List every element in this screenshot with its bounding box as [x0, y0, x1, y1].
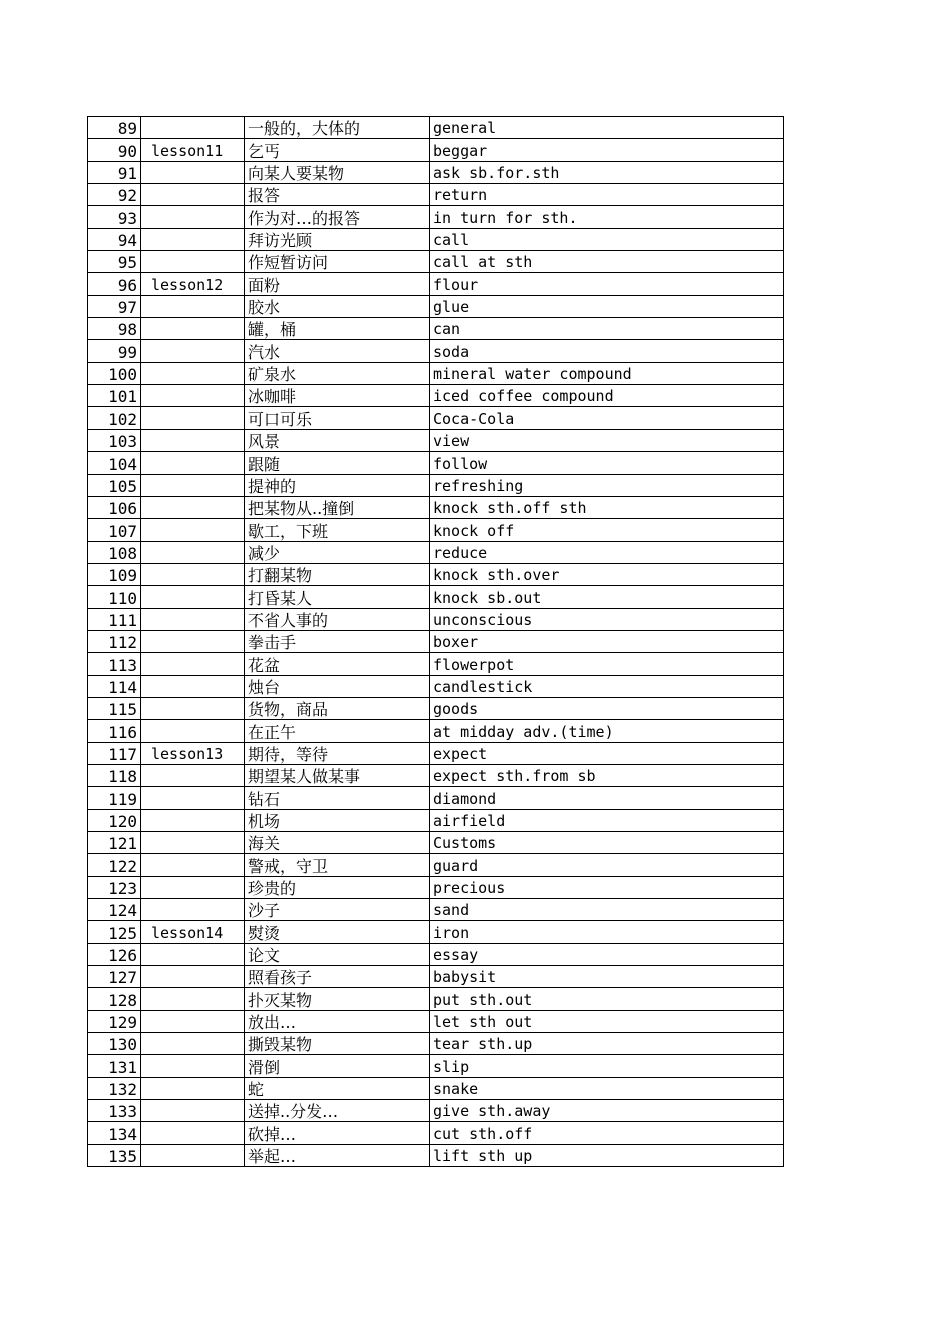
- lesson-cell: [141, 586, 245, 608]
- english-term-cell: can: [430, 318, 784, 340]
- table-row: [88, 876, 784, 898]
- table-row: [88, 452, 784, 474]
- chinese-meaning-cell: 放出…: [245, 1010, 430, 1032]
- chinese-meaning-cell: 向某人要某物: [245, 161, 430, 183]
- row-number-cell: 134: [88, 1122, 141, 1144]
- chinese-meaning-cell: 作短暂访问: [245, 251, 430, 273]
- lesson-cell: [141, 787, 245, 809]
- chinese-meaning-cell: 滑倒: [245, 1055, 430, 1077]
- english-term-cell: snake: [430, 1077, 784, 1099]
- row-number-cell: 129: [88, 1010, 141, 1032]
- lesson-cell: [141, 899, 245, 921]
- lesson-cell: [141, 452, 245, 474]
- table-row: [88, 407, 784, 429]
- row-number-cell: 101: [88, 385, 141, 407]
- chinese-meaning-cell: 期待，等待: [245, 742, 430, 764]
- row-number-cell: 96: [88, 273, 141, 295]
- chinese-meaning-cell: 矿泉水: [245, 362, 430, 384]
- table-row: [88, 1055, 784, 1077]
- lesson-cell: [141, 966, 245, 988]
- lesson-cell: [141, 809, 245, 831]
- table-row: [88, 251, 784, 273]
- row-number-cell: 95: [88, 251, 141, 273]
- row-number-cell: 116: [88, 720, 141, 742]
- chinese-meaning-cell: 钻石: [245, 787, 430, 809]
- table-row: [88, 117, 784, 139]
- chinese-meaning-cell: 扑灭某物: [245, 988, 430, 1010]
- table-row: [88, 854, 784, 876]
- lesson-cell: [141, 630, 245, 652]
- lesson-cell: [141, 832, 245, 854]
- lesson-cell: [141, 1077, 245, 1099]
- lesson-cell: [141, 608, 245, 630]
- row-number-cell: 111: [88, 608, 141, 630]
- english-term-cell: Customs: [430, 832, 784, 854]
- row-number-cell: 130: [88, 1033, 141, 1055]
- lesson-cell: [141, 295, 245, 317]
- table-row: [88, 832, 784, 854]
- english-term-cell: essay: [430, 943, 784, 965]
- row-number-cell: 119: [88, 787, 141, 809]
- row-number-cell: 100: [88, 362, 141, 384]
- chinese-meaning-cell: 罐，桶: [245, 318, 430, 340]
- row-number-cell: 89: [88, 117, 141, 139]
- english-term-cell: airfield: [430, 809, 784, 831]
- english-term-cell: sand: [430, 899, 784, 921]
- row-number-cell: 115: [88, 697, 141, 719]
- table-row: [88, 519, 784, 541]
- row-number-cell: 112: [88, 630, 141, 652]
- chinese-meaning-cell: 撕毁某物: [245, 1033, 430, 1055]
- lesson-cell: [141, 496, 245, 518]
- chinese-meaning-cell: 风景: [245, 429, 430, 451]
- chinese-meaning-cell: 跟随: [245, 452, 430, 474]
- row-number-cell: 128: [88, 988, 141, 1010]
- english-term-cell: let sth out: [430, 1010, 784, 1032]
- chinese-meaning-cell: 烛台: [245, 675, 430, 697]
- row-number-cell: 94: [88, 228, 141, 250]
- row-number-cell: 108: [88, 541, 141, 563]
- english-term-cell: expect sth.from sb: [430, 764, 784, 786]
- lesson-cell: [141, 407, 245, 429]
- row-number-cell: 93: [88, 206, 141, 228]
- lesson-cell: lesson12: [141, 273, 245, 295]
- lesson-cell: [141, 988, 245, 1010]
- table-row: [88, 385, 784, 407]
- chinese-meaning-cell: 货物，商品: [245, 697, 430, 719]
- chinese-meaning-cell: 拜访光顾: [245, 228, 430, 250]
- english-term-cell: cut sth.off: [430, 1122, 784, 1144]
- english-term-cell: babysit: [430, 966, 784, 988]
- row-number-cell: 92: [88, 184, 141, 206]
- row-number-cell: 99: [88, 340, 141, 362]
- row-number-cell: 104: [88, 452, 141, 474]
- lesson-cell: [141, 474, 245, 496]
- lesson-cell: [141, 362, 245, 384]
- english-term-cell: knock sb.out: [430, 586, 784, 608]
- chinese-meaning-cell: 蛇: [245, 1077, 430, 1099]
- row-number-cell: 120: [88, 809, 141, 831]
- english-term-cell: iced coffee compound: [430, 385, 784, 407]
- table-row: [88, 1122, 784, 1144]
- lesson-cell: lesson11: [141, 139, 245, 161]
- chinese-meaning-cell: 提神的: [245, 474, 430, 496]
- lesson-cell: [141, 117, 245, 139]
- table-row: [88, 295, 784, 317]
- english-term-cell: ask sb.for.sth: [430, 161, 784, 183]
- english-term-cell: reduce: [430, 541, 784, 563]
- english-term-cell: knock sth.over: [430, 563, 784, 585]
- chinese-meaning-cell: 海关: [245, 832, 430, 854]
- chinese-meaning-cell: 照看孩子: [245, 966, 430, 988]
- row-number-cell: 113: [88, 653, 141, 675]
- english-term-cell: lift sth up: [430, 1144, 784, 1166]
- english-term-cell: follow: [430, 452, 784, 474]
- lesson-cell: [141, 1010, 245, 1032]
- chinese-meaning-cell: 砍掉…: [245, 1122, 430, 1144]
- english-term-cell: glue: [430, 295, 784, 317]
- english-term-cell: general: [430, 117, 784, 139]
- table-row: [88, 340, 784, 362]
- lesson-cell: [141, 385, 245, 407]
- lesson-cell: [141, 697, 245, 719]
- english-term-cell: candlestick: [430, 675, 784, 697]
- table-row: [88, 184, 784, 206]
- table-row: [88, 720, 784, 742]
- row-number-cell: 126: [88, 943, 141, 965]
- english-term-cell: mineral water compound: [430, 362, 784, 384]
- chinese-meaning-cell: 可口可乐: [245, 407, 430, 429]
- table-row: [88, 608, 784, 630]
- chinese-meaning-cell: 减少: [245, 541, 430, 563]
- row-number-cell: 106: [88, 496, 141, 518]
- lesson-cell: lesson14: [141, 921, 245, 943]
- chinese-meaning-cell: 拳击手: [245, 630, 430, 652]
- chinese-meaning-cell: 警戒，守卫: [245, 854, 430, 876]
- english-term-cell: diamond: [430, 787, 784, 809]
- chinese-meaning-cell: 把某物从..撞倒: [245, 496, 430, 518]
- lesson-cell: [141, 854, 245, 876]
- row-number-cell: 90: [88, 139, 141, 161]
- chinese-meaning-cell: 汽水: [245, 340, 430, 362]
- table-row: [88, 1010, 784, 1032]
- english-term-cell: call at sth: [430, 251, 784, 273]
- chinese-meaning-cell: 冰咖啡: [245, 385, 430, 407]
- english-term-cell: knock off: [430, 519, 784, 541]
- table-row: [88, 630, 784, 652]
- english-term-cell: tear sth.up: [430, 1033, 784, 1055]
- lesson-cell: [141, 943, 245, 965]
- row-number-cell: 123: [88, 876, 141, 898]
- lesson-cell: [141, 1122, 245, 1144]
- lesson-cell: [141, 251, 245, 273]
- chinese-meaning-cell: 作为对…的报答: [245, 206, 430, 228]
- lesson-cell: [141, 519, 245, 541]
- english-term-cell: call: [430, 228, 784, 250]
- chinese-meaning-cell: 胶水: [245, 295, 430, 317]
- english-term-cell: give sth.away: [430, 1100, 784, 1122]
- table-row: [88, 764, 784, 786]
- table-row: [88, 563, 784, 585]
- chinese-meaning-cell: 一般的，大体的: [245, 117, 430, 139]
- lesson-cell: [141, 675, 245, 697]
- chinese-meaning-cell: 期望某人做某事: [245, 764, 430, 786]
- lesson-cell: [141, 1144, 245, 1166]
- chinese-meaning-cell: 乞丐: [245, 139, 430, 161]
- english-term-cell: flowerpot: [430, 653, 784, 675]
- table-row: [88, 787, 784, 809]
- row-number-cell: 127: [88, 966, 141, 988]
- chinese-meaning-cell: 机场: [245, 809, 430, 831]
- chinese-meaning-cell: 在正午: [245, 720, 430, 742]
- english-term-cell: soda: [430, 340, 784, 362]
- table-row: [88, 139, 784, 161]
- lesson-cell: [141, 541, 245, 563]
- english-term-cell: return: [430, 184, 784, 206]
- row-number-cell: 97: [88, 295, 141, 317]
- chinese-meaning-cell: 送掉..分发…: [245, 1100, 430, 1122]
- english-term-cell: goods: [430, 697, 784, 719]
- lesson-cell: [141, 429, 245, 451]
- lesson-cell: lesson13: [141, 742, 245, 764]
- english-term-cell: beggar: [430, 139, 784, 161]
- row-number-cell: 98: [88, 318, 141, 340]
- table-row: [88, 1033, 784, 1055]
- chinese-meaning-cell: 珍贵的: [245, 876, 430, 898]
- table-row: [88, 1077, 784, 1099]
- english-term-cell: slip: [430, 1055, 784, 1077]
- chinese-meaning-cell: 报答: [245, 184, 430, 206]
- table-row: [88, 206, 784, 228]
- english-term-cell: refreshing: [430, 474, 784, 496]
- lesson-cell: [141, 720, 245, 742]
- table-row: [88, 429, 784, 451]
- chinese-meaning-cell: 沙子: [245, 899, 430, 921]
- lesson-cell: [141, 764, 245, 786]
- lesson-cell: [141, 228, 245, 250]
- lesson-cell: [141, 206, 245, 228]
- row-number-cell: 109: [88, 563, 141, 585]
- chinese-meaning-cell: 熨烫: [245, 921, 430, 943]
- table-row: [88, 809, 784, 831]
- row-number-cell: 91: [88, 161, 141, 183]
- table-row: [88, 653, 784, 675]
- table-row: [88, 586, 784, 608]
- english-term-cell: precious: [430, 876, 784, 898]
- chinese-meaning-cell: 举起…: [245, 1144, 430, 1166]
- english-term-cell: iron: [430, 921, 784, 943]
- row-number-cell: 103: [88, 429, 141, 451]
- row-number-cell: 114: [88, 675, 141, 697]
- table-row: [88, 697, 784, 719]
- row-number-cell: 124: [88, 899, 141, 921]
- english-term-cell: view: [430, 429, 784, 451]
- english-term-cell: at midday adv.(time): [430, 720, 784, 742]
- table-row: [88, 943, 784, 965]
- table-row: [88, 742, 784, 764]
- lesson-cell: [141, 1055, 245, 1077]
- row-number-cell: 117: [88, 742, 141, 764]
- table-row: [88, 161, 784, 183]
- table-row: [88, 541, 784, 563]
- row-number-cell: 135: [88, 1144, 141, 1166]
- english-term-cell: boxer: [430, 630, 784, 652]
- vocabulary-table: [87, 116, 784, 1167]
- table-row: [88, 318, 784, 340]
- lesson-cell: [141, 318, 245, 340]
- row-number-cell: 132: [88, 1077, 141, 1099]
- table-row: [88, 899, 784, 921]
- row-number-cell: 121: [88, 832, 141, 854]
- lesson-cell: [141, 161, 245, 183]
- english-term-cell: expect: [430, 742, 784, 764]
- table-row: [88, 1100, 784, 1122]
- row-number-cell: 131: [88, 1055, 141, 1077]
- chinese-meaning-cell: 面粉: [245, 273, 430, 295]
- table-row: [88, 474, 784, 496]
- chinese-meaning-cell: 不省人事的: [245, 608, 430, 630]
- chinese-meaning-cell: 论文: [245, 943, 430, 965]
- table-row: [88, 228, 784, 250]
- row-number-cell: 110: [88, 586, 141, 608]
- table-row: [88, 988, 784, 1010]
- lesson-cell: [141, 563, 245, 585]
- lesson-cell: [141, 653, 245, 675]
- chinese-meaning-cell: 花盆: [245, 653, 430, 675]
- row-number-cell: 125: [88, 921, 141, 943]
- lesson-cell: [141, 1100, 245, 1122]
- row-number-cell: 133: [88, 1100, 141, 1122]
- row-number-cell: 118: [88, 764, 141, 786]
- row-number-cell: 105: [88, 474, 141, 496]
- table-row: [88, 496, 784, 518]
- chinese-meaning-cell: 打昏某人: [245, 586, 430, 608]
- row-number-cell: 102: [88, 407, 141, 429]
- table-row: [88, 273, 784, 295]
- vocabulary-table-body: [88, 117, 784, 1167]
- lesson-cell: [141, 184, 245, 206]
- row-number-cell: 107: [88, 519, 141, 541]
- lesson-cell: [141, 340, 245, 362]
- row-number-cell: 122: [88, 854, 141, 876]
- english-term-cell: unconscious: [430, 608, 784, 630]
- english-term-cell: Coca-Cola: [430, 407, 784, 429]
- english-term-cell: put sth.out: [430, 988, 784, 1010]
- english-term-cell: in turn for sth.: [430, 206, 784, 228]
- english-term-cell: flour: [430, 273, 784, 295]
- lesson-cell: [141, 876, 245, 898]
- table-row: [88, 966, 784, 988]
- table-row: [88, 1144, 784, 1166]
- table-row: [88, 362, 784, 384]
- chinese-meaning-cell: 歇工，下班: [245, 519, 430, 541]
- lesson-cell: [141, 1033, 245, 1055]
- chinese-meaning-cell: 打翻某物: [245, 563, 430, 585]
- english-term-cell: knock sth.off sth: [430, 496, 784, 518]
- english-term-cell: guard: [430, 854, 784, 876]
- table-row: [88, 921, 784, 943]
- table-row: [88, 675, 784, 697]
